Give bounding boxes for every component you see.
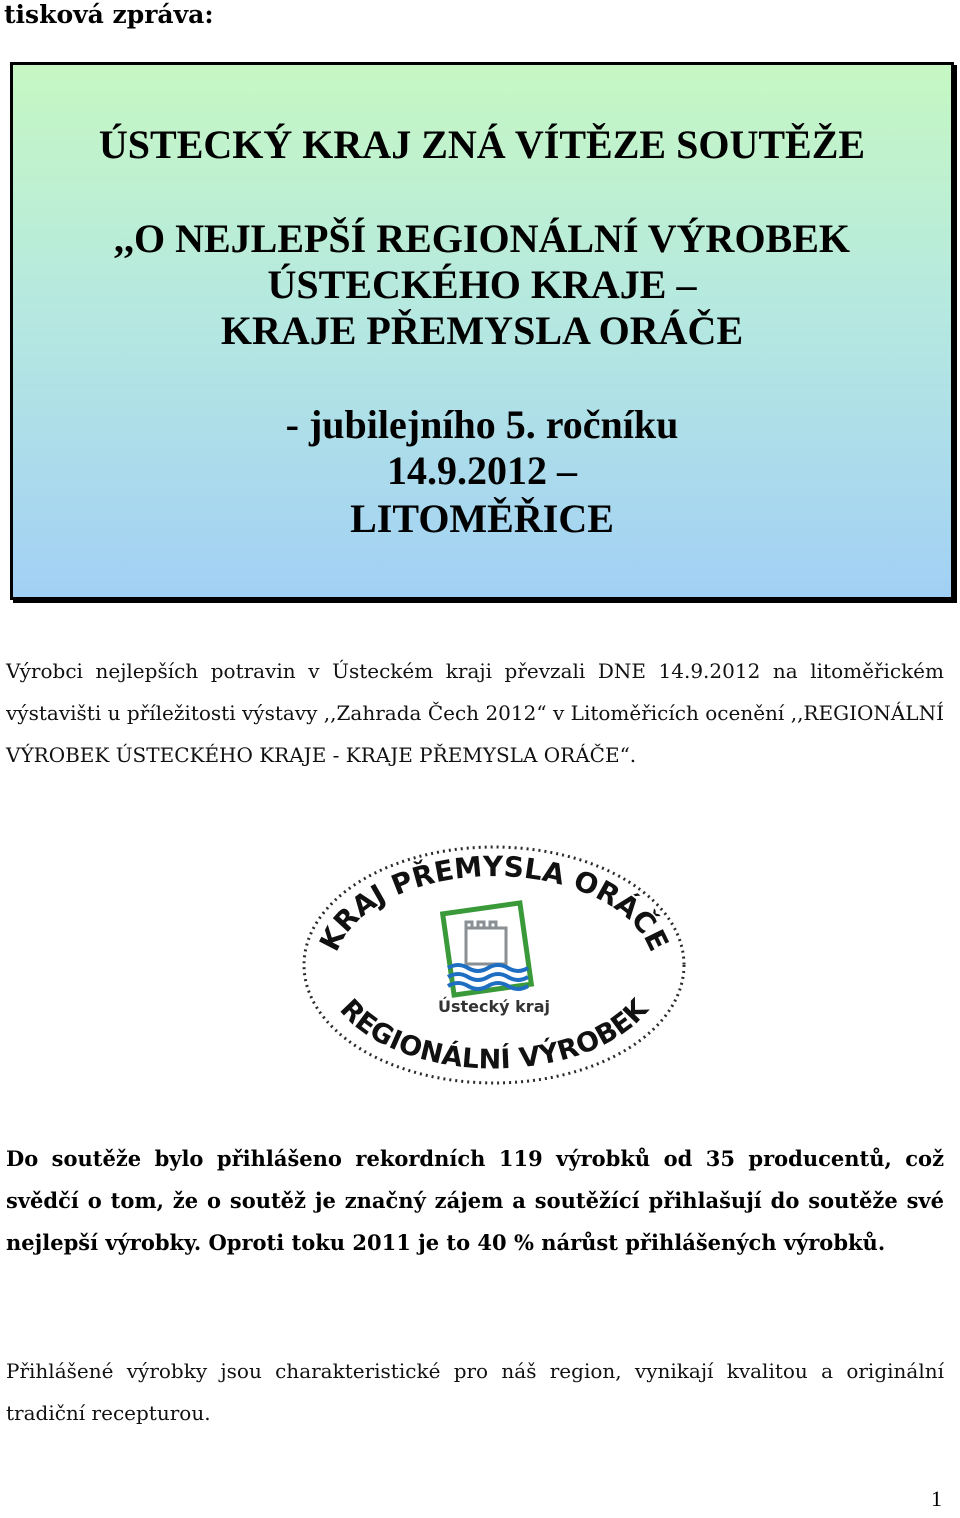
headline-line-3: ÚSTECKÉHO KRAJE – — [267, 262, 697, 307]
headline-banner — [10, 62, 954, 600]
headline-date: 14.9.2012 – — [387, 448, 577, 493]
logo-center-text: Ústecký kraj — [438, 997, 550, 1016]
headline-city: LITOMĚŘICE — [350, 496, 614, 541]
headline-line-4: KRAJE PŘEMYSLA ORÁČE — [220, 308, 744, 353]
press-release-label: tisková zpráva: — [4, 0, 214, 29]
headline-line-5: - jubilejního 5. ročníku — [285, 402, 679, 447]
products-paragraph: Přihlášené výrobky jsou charakteristické pro náš region, vynikají kvalitou a originální tradiční recepturou. — [6, 1359, 944, 1425]
logo-bottom-text: REGIONÁLNÍ VÝROBEK — [333, 993, 655, 1076]
castle-emblem-icon — [443, 903, 532, 995]
regional-product-logo — [298, 840, 690, 1090]
page-number: 1 — [931, 1486, 942, 1511]
intro-paragraph: Výrobci nejlepších potravin v Ústeckém kraji převzali DNE 14.9.2012 na litoměřickém výstavišti u příležitosti výstavy ,,Zahrada Čech 2012“ v Litoměřicích ocenění ,,REGIONÁLNÍ VÝROBEK ÚSTECKÉHO KRAJE - KRAJE PŘEMYSLA ORÁČE“. — [6, 659, 944, 767]
headline-line-2: ,,O NEJLEPŠÍ REGIONÁLNÍ VÝROBEK — [113, 216, 851, 261]
competition-paragraph: Do soutěže bylo přihlášeno rekordních 119 výrobků od 35 producentů, což svědčí o tom, že o soutěž je značný zájem a soutěžící přihlašují do soutěže své nejlepší výrobky. Oproti toku 2011 je to 40 % nárůst přihlášených výrobků. — [6, 1146, 944, 1255]
headline-line-1: ÚSTECKÝ KRAJ ZNÁ VÍTĚZE SOUTĚŽE — [98, 122, 866, 167]
logo-top-text: KRAJ PŘEMYSLA ORÁČE — [312, 850, 676, 957]
